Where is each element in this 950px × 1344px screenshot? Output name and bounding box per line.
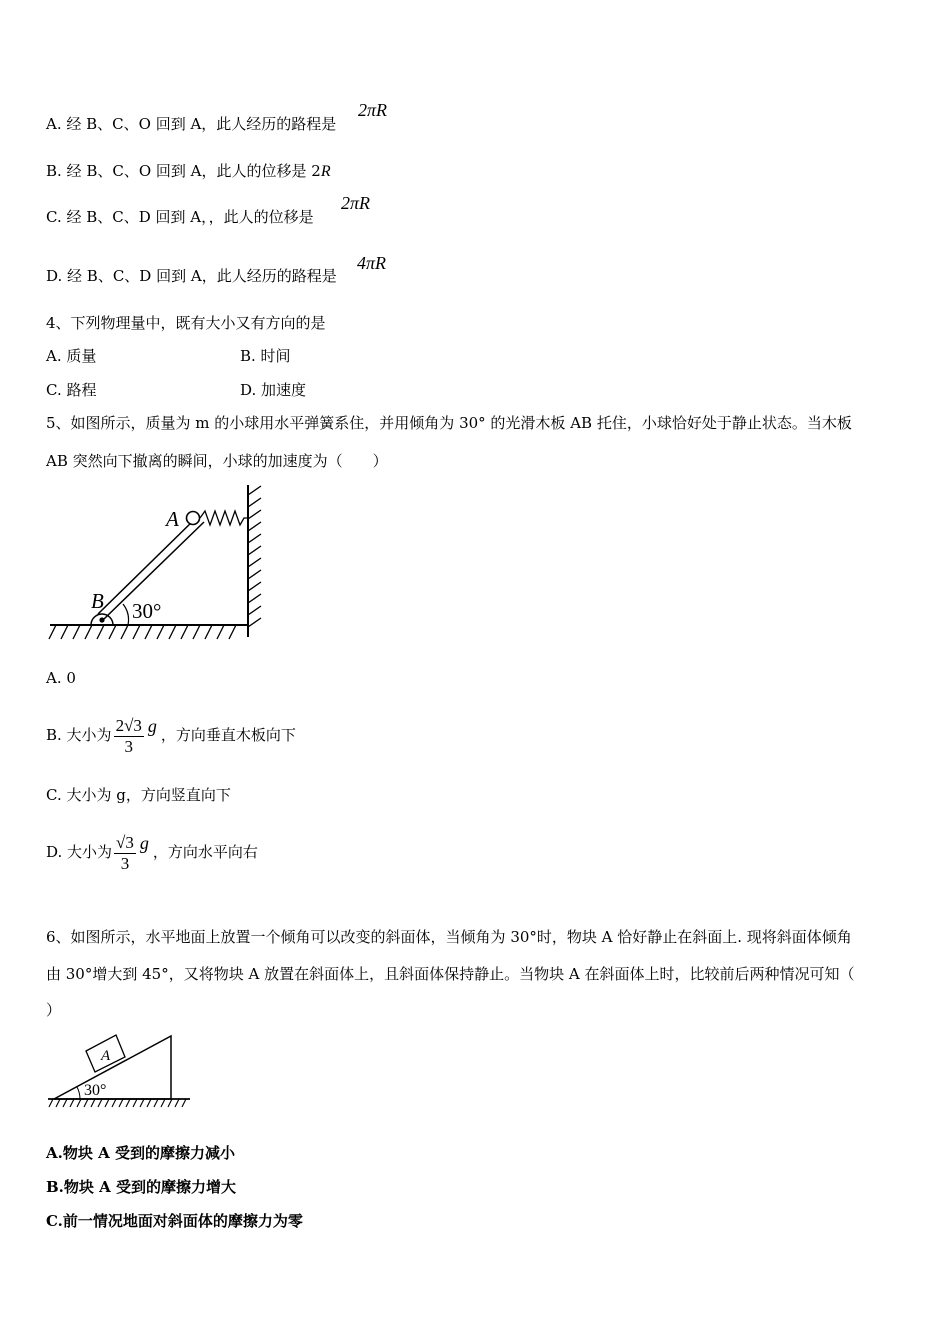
q3-option-d-text: D. 经 B、C、D 回到 A，此人经历的路程是 <box>46 267 337 285</box>
q4-option-c: C. 路程 <box>46 381 97 399</box>
q5-figure-angle: 30° <box>132 599 162 623</box>
q5-option-b-prefix: B. 大小为 <box>46 726 112 744</box>
q5-option-b-denominator: 3 <box>124 736 133 756</box>
q5-option-d-prefix: D. 大小为 <box>46 843 113 861</box>
q3-option-d-math: 4πR <box>357 253 387 273</box>
q6-option-b: B.物块 A 受到的摩擦力增大 <box>46 1178 236 1196</box>
q5-figure-label-b: B <box>91 589 104 613</box>
q3-option-d <box>46 266 337 286</box>
q5-figure-label-a: A <box>166 507 179 531</box>
q5-stem-line2: AB 突然向下撤离的瞬间，小球的加速度为（ ） <box>46 452 388 470</box>
q5-option-b <box>46 704 296 757</box>
q6-figure-block-label: A <box>101 1048 111 1064</box>
q3-option-b <box>46 161 331 182</box>
q5-option-c: C. 大小为 g，方向竖直向下 <box>46 786 231 804</box>
q4-option-d: D. 加速度 <box>240 381 307 399</box>
q4-stem: 4、下列物理量中，既有大小又有方向的是 <box>46 314 326 332</box>
q5-option-b-numerator: 2√3 <box>115 715 142 735</box>
q5-option-d <box>46 821 258 874</box>
q5-option-b-fraction <box>114 716 144 757</box>
q5-option-a: A. 0 <box>46 669 76 687</box>
q5-option-d-fraction <box>114 833 136 874</box>
q6-option-a: A.物块 A 受到的摩擦力减小 <box>46 1144 235 1162</box>
q4-option-b: B. 时间 <box>240 347 291 365</box>
q5-option-b-g: g <box>147 716 157 736</box>
q3-option-c-text: C. 经 B、C、D 回到 A，，此人的位移是 <box>46 208 314 226</box>
q3-option-c <box>46 207 314 227</box>
q5-option-d-numerator: √3 <box>116 832 134 852</box>
q6-figure <box>44 1030 204 1112</box>
q4-option-a: A. 质量 <box>46 347 97 365</box>
q5-option-d-suffix: ，方向水平向右 <box>152 843 258 861</box>
q3-option-b-math: R <box>320 163 331 180</box>
q6-option-c: C.前一情况地面对斜面体的摩擦力为零 <box>46 1212 303 1230</box>
q3-option-a-math: 2πR <box>358 100 388 120</box>
q3-option-c-math: 2πR <box>341 193 371 213</box>
q6-figure-angle: 30° <box>84 1082 107 1099</box>
q5-option-b-suffix: ，方向垂直木板向下 <box>160 726 296 744</box>
q6-stem-line3: ） <box>46 1001 62 1019</box>
q5-stem-line1: 5、如图所示，质量为 m 的小球用水平弹簧系住，并用倾角为 30° 的光滑木板 AB 托住，小球恰好处于静止状态。当木板 <box>46 414 852 432</box>
q5-figure <box>40 480 280 650</box>
q3-option-a <box>46 114 336 134</box>
q3-option-b-text: B. 经 B、C、O 回到 A，此人的位移是 2 <box>46 162 321 180</box>
q6-stem-line2: 由 30°增大到 45°，又将物块 A 放置在斜面体上，且斜面体保持静止。当物块 A 在斜面体上时，比较前后两种情况可知（ <box>46 965 855 983</box>
q5-option-d-denominator: 3 <box>120 853 130 873</box>
q5-option-d-g: g <box>139 833 149 853</box>
q6-stem-line1: 6、如图所示，水平地面上放置一个倾角可以改变的斜面体，当倾角为 30°时，物块 A 恰好静止在斜面上. 现将斜面体倾角 <box>46 928 852 946</box>
q3-option-a-text: A. 经 B、C、O 回到 A，此人经历的路程是 <box>46 115 337 133</box>
